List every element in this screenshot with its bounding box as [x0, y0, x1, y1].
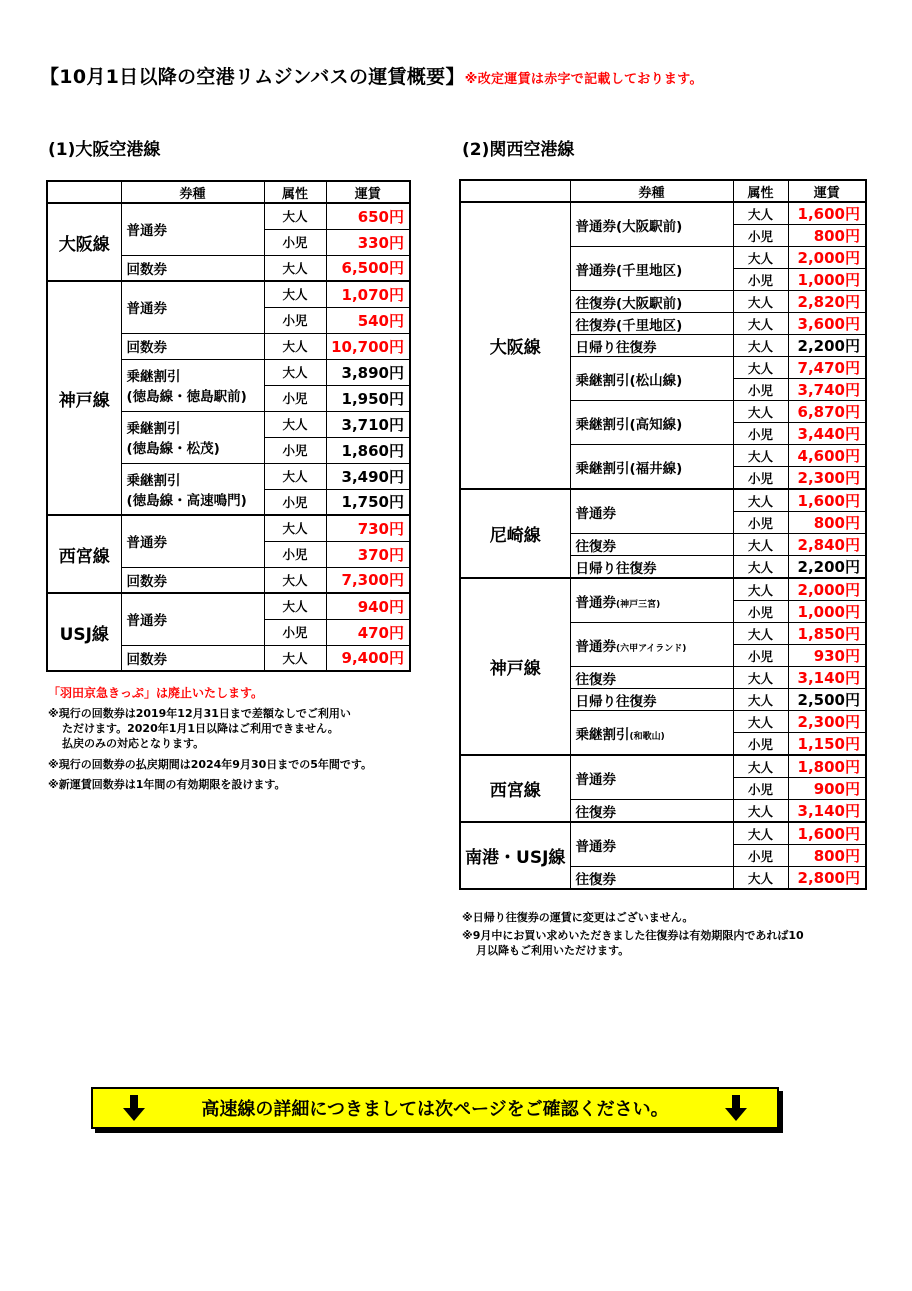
fare-cell: 4,600円: [788, 445, 866, 467]
note-3: ※新運賃回数券は1年間の有効期限を設けます。: [48, 778, 286, 791]
fare-cell: 7,470円: [788, 357, 866, 379]
attr-cell: 大人: [733, 489, 788, 512]
ticket-label: 普通券: [575, 594, 616, 611]
fare-cell: 2,000円: [788, 578, 866, 601]
ticket-label: 普通券(千里地区): [575, 262, 683, 279]
ticket-label: 回数券: [126, 573, 167, 590]
ticket-type: [570, 202, 733, 247]
attr-cell: 大人: [733, 445, 788, 467]
fare-cell: 9,400円: [326, 645, 410, 671]
fare-cell: 2,820円: [788, 291, 866, 313]
fare-cell: 2,840円: [788, 534, 866, 556]
fare-cell: 1,850円: [788, 623, 866, 645]
header-attr: 属性: [264, 181, 326, 203]
ticket-type: [121, 411, 264, 463]
fare-cell: 6,500円: [326, 255, 410, 281]
fare-cell: 370円: [326, 541, 410, 567]
ticket-type: [570, 445, 733, 490]
note-1c: 払戻のみの対応となります。: [62, 737, 205, 750]
attr-cell: 大人: [733, 578, 788, 601]
fare-cell: 1,600円: [788, 489, 866, 512]
ticket-label: 普通券: [126, 613, 167, 630]
fare-cell: 2,200円: [788, 556, 866, 579]
ticket-label: 往復券: [575, 671, 616, 688]
ticket-label: 普通券: [575, 638, 616, 655]
ticket-label: 乗継割引(松山線): [575, 372, 683, 389]
fare-cell: 1,600円: [788, 822, 866, 845]
ticket-label: 普通券(大阪駅前): [575, 218, 683, 235]
ticket-type: [121, 359, 264, 411]
attr-cell: 大人: [733, 689, 788, 711]
note-1a: ※現行の回数券は2019年12月31日まで差額なしでご利用い: [48, 707, 351, 720]
note-k1: ※日帰り往復券の運賃に変更はございません。: [462, 911, 694, 924]
ticket-label: 回数券: [126, 340, 167, 356]
line-name: 神戸線: [460, 578, 570, 755]
ticket-label: 乗継割引: [126, 369, 181, 385]
fare-cell: 2,200円: [788, 335, 866, 357]
attr-cell: 大人: [733, 755, 788, 778]
note-2: ※現行の回数券の払戻期間は2024年9月30日までの5年間です。: [48, 758, 373, 771]
fare-cell: 470円: [326, 619, 410, 645]
fare-cell: 7,300円: [326, 567, 410, 593]
fare-cell: 540円: [326, 307, 410, 333]
ticket-type: [570, 867, 733, 890]
note-k2a: ※9月中にお買い求めいただきました往復券は有効期限内であれば10: [462, 929, 804, 942]
fare-cell: 6,870円: [788, 401, 866, 423]
ticket-label: 乗継割引: [126, 421, 181, 437]
ticket-sub-label: (徳島線・松茂): [126, 441, 220, 457]
ticket-label: 往復券(千里地区): [575, 317, 683, 334]
ticket-type: [121, 203, 264, 255]
line-name: 尼崎線: [460, 489, 570, 578]
line-name: USJ線: [47, 593, 121, 671]
ticket-type: [121, 593, 264, 645]
down-arrow-icon: [123, 1095, 145, 1121]
attr-cell: 大人: [264, 463, 326, 489]
attr-cell: 大人: [733, 623, 788, 645]
ticket-sub-label: (神戸三宮): [616, 599, 661, 610]
fare-cell: 1,150円: [788, 733, 866, 756]
table-header-row: [47, 181, 410, 203]
ticket-sub-label: (六甲アイランド): [616, 643, 687, 654]
fare-cell: 3,140円: [788, 667, 866, 689]
ticket-type: [570, 313, 733, 335]
fare-cell: 2,300円: [788, 711, 866, 733]
attr-cell: 大人: [733, 711, 788, 733]
ticket-label: 普通券: [126, 223, 167, 240]
table-header-row: [460, 180, 866, 202]
ticket-label: 往復券: [575, 804, 616, 821]
fare-cell: 2,000円: [788, 247, 866, 269]
down-arrow-icon: [725, 1095, 747, 1121]
fare-cell: 1,000円: [788, 269, 866, 291]
line-name: 西宮線: [460, 755, 570, 822]
attr-cell: 小児: [733, 512, 788, 534]
fare-cell: 650円: [326, 203, 410, 229]
ticket-type: [570, 689, 733, 711]
fare-cell: 3,140円: [788, 800, 866, 823]
ticket-type: [570, 711, 733, 756]
attr-cell: 大人: [733, 822, 788, 845]
fare-cell: 800円: [788, 225, 866, 247]
header-line: [460, 180, 570, 202]
attr-cell: 大人: [733, 556, 788, 579]
attr-cell: 大人: [733, 800, 788, 823]
ticket-label: 普通券: [575, 505, 616, 522]
fare-cell: 900円: [788, 778, 866, 800]
ticket-type: [570, 755, 733, 800]
ticket-type: [570, 556, 733, 579]
ticket-type: [570, 357, 733, 401]
ticket-label: 往復券(大阪駅前): [575, 295, 683, 312]
ticket-label: 乗継割引(福井線): [575, 460, 683, 477]
attr-cell: 大人: [733, 247, 788, 269]
kansai-airport-fare-table: [459, 179, 867, 890]
fare-cell: 1,950円: [326, 385, 410, 411]
kansai-notes: [462, 910, 804, 958]
attr-cell: 大人: [264, 411, 326, 437]
attr-cell: 小児: [264, 437, 326, 463]
attr-cell: 小児: [733, 423, 788, 445]
ticket-label: 普通券: [126, 301, 167, 318]
ticket-type: [570, 291, 733, 313]
ticket-type: [121, 567, 264, 593]
abolish-note: 「羽田京急きっぷ」は廃止いたします。: [48, 686, 264, 700]
ticket-label: 乗継割引: [575, 726, 630, 743]
fare-cell: 2,300円: [788, 467, 866, 490]
fare-cell: 330円: [326, 229, 410, 255]
fare-cell: 3,740円: [788, 379, 866, 401]
osaka-airport-heading: (1)大阪空港線: [48, 140, 161, 160]
table-row: [460, 822, 866, 845]
attr-cell: 大人: [264, 593, 326, 619]
attr-cell: 小児: [733, 269, 788, 291]
fare-cell: 940円: [326, 593, 410, 619]
ticket-label: 日帰り往復券: [575, 693, 657, 710]
osaka-airport-fare-table: [46, 180, 411, 672]
revised-note: ※改定運賃は赤字で記載しております。: [464, 72, 703, 87]
table-row: [47, 593, 410, 619]
fare-cell: 1,000円: [788, 601, 866, 623]
note-1b: ただけます。2020年1月1日以降はご利用できません。: [62, 722, 339, 735]
attr-cell: 大人: [264, 255, 326, 281]
header-line: [47, 181, 121, 203]
table-row: [460, 578, 866, 601]
fare-cell: 800円: [788, 845, 866, 867]
attr-cell: 大人: [264, 515, 326, 541]
ticket-sub-label: (徳島線・徳島駅前): [126, 389, 247, 405]
attr-cell: 小児: [733, 601, 788, 623]
ticket-type: [570, 822, 733, 867]
attr-cell: 小児: [264, 489, 326, 515]
ticket-type: [570, 800, 733, 823]
ticket-type: [121, 463, 264, 515]
fare-cell: 10,700円: [326, 333, 410, 359]
ticket-label: 日帰り往復券: [575, 339, 657, 356]
table-row: [47, 281, 410, 307]
ticket-sub-label: (徳島線・高速鳴門): [126, 492, 247, 509]
next-page-banner: [91, 1087, 779, 1129]
fare-cell: 930円: [788, 645, 866, 667]
ticket-type: [121, 281, 264, 333]
attr-cell: 大人: [264, 359, 326, 385]
ticket-label: 往復券: [575, 871, 616, 888]
attr-cell: 小児: [264, 307, 326, 333]
attr-cell: 小児: [733, 778, 788, 800]
header-fare: 運賃: [788, 180, 866, 202]
fare-cell: 1,860円: [326, 437, 410, 463]
ticket-type: [570, 667, 733, 689]
ticket-label: 普通券: [575, 838, 616, 855]
attr-cell: 大人: [264, 645, 326, 671]
ticket-type: [570, 534, 733, 556]
line-name: 神戸線: [47, 281, 121, 515]
fare-cell: 800円: [788, 512, 866, 534]
attr-cell: 大人: [733, 202, 788, 225]
fare-cell: 3,440円: [788, 423, 866, 445]
line-name: 南港・USJ線: [460, 822, 570, 889]
attr-cell: 大人: [733, 534, 788, 556]
ticket-type: [121, 515, 264, 567]
attr-cell: 大人: [264, 203, 326, 229]
attr-cell: 大人: [733, 313, 788, 335]
attr-cell: 小児: [264, 619, 326, 645]
attr-cell: 小児: [264, 229, 326, 255]
table-row: [460, 755, 866, 778]
attr-cell: 大人: [264, 281, 326, 307]
line-name: 大阪線: [460, 202, 570, 489]
attr-cell: 小児: [733, 467, 788, 490]
table-row: [47, 515, 410, 541]
attr-cell: 大人: [264, 567, 326, 593]
attr-cell: 小児: [733, 225, 788, 247]
ticket-type: [570, 578, 733, 623]
ticket-type: [121, 645, 264, 671]
ticket-label: 日帰り往復券: [575, 560, 657, 577]
ticket-type: [121, 333, 264, 359]
attr-cell: 小児: [733, 645, 788, 667]
attr-cell: 大人: [733, 335, 788, 357]
fare-cell: 730円: [326, 515, 410, 541]
line-name: 大阪線: [47, 203, 121, 281]
attr-cell: 小児: [264, 541, 326, 567]
fare-cell: 3,710円: [326, 411, 410, 437]
fare-cell: 1,600円: [788, 202, 866, 225]
fare-cell: 1,750円: [326, 489, 410, 515]
banner-text: 高速線の詳細につきましては次ページをご確認ください。: [201, 1099, 669, 1120]
ticket-label: 回数券: [126, 651, 167, 668]
line-name: 西宮線: [47, 515, 121, 593]
attr-cell: 大人: [733, 357, 788, 379]
osaka-notes: [48, 686, 372, 792]
header-attr: 属性: [733, 180, 788, 202]
attr-cell: 大人: [733, 291, 788, 313]
attr-cell: 大人: [733, 667, 788, 689]
attr-cell: 大人: [264, 333, 326, 359]
fare-cell: 2,800円: [788, 867, 866, 890]
kansai-airport-heading: (2)関西空港線: [462, 140, 575, 160]
attr-cell: 小児: [733, 379, 788, 401]
ticket-sub-label: (和歌山): [629, 731, 665, 742]
note-k2b: 月以降もご利用いただけます。: [476, 944, 630, 957]
header-ticket: 券種: [121, 181, 264, 203]
ticket-type: [570, 401, 733, 445]
ticket-type: [570, 623, 733, 667]
page-title: [40, 62, 703, 89]
ticket-label: 普通券: [575, 771, 616, 788]
fare-cell: 1,070円: [326, 281, 410, 307]
fare-cell: 3,890円: [326, 359, 410, 385]
fare-cell: 1,800円: [788, 755, 866, 778]
ticket-label: 乗継割引: [126, 472, 181, 489]
fare-cell: 3,490円: [326, 463, 410, 489]
header-ticket: 券種: [570, 180, 733, 202]
fare-cell: 3,600円: [788, 313, 866, 335]
table-row: [460, 202, 866, 225]
attr-cell: 小児: [733, 845, 788, 867]
title-text: 【10月1日以降の空港リムジンバスの運賃概要】: [40, 66, 465, 88]
header-fare: 運賃: [326, 181, 410, 203]
ticket-type: [121, 255, 264, 281]
ticket-label: 回数券: [126, 261, 167, 278]
ticket-label: 普通券: [126, 535, 167, 552]
fare-cell: 2,500円: [788, 689, 866, 711]
ticket-label: 往復券: [575, 538, 616, 555]
attr-cell: 大人: [733, 867, 788, 890]
ticket-label: 乗継割引(高知線): [575, 416, 683, 433]
ticket-type: [570, 335, 733, 357]
attr-cell: 小児: [733, 733, 788, 756]
table-row: [47, 203, 410, 229]
ticket-type: [570, 247, 733, 291]
ticket-type: [570, 489, 733, 534]
attr-cell: 大人: [733, 401, 788, 423]
attr-cell: 小児: [264, 385, 326, 411]
table-row: [460, 489, 866, 512]
